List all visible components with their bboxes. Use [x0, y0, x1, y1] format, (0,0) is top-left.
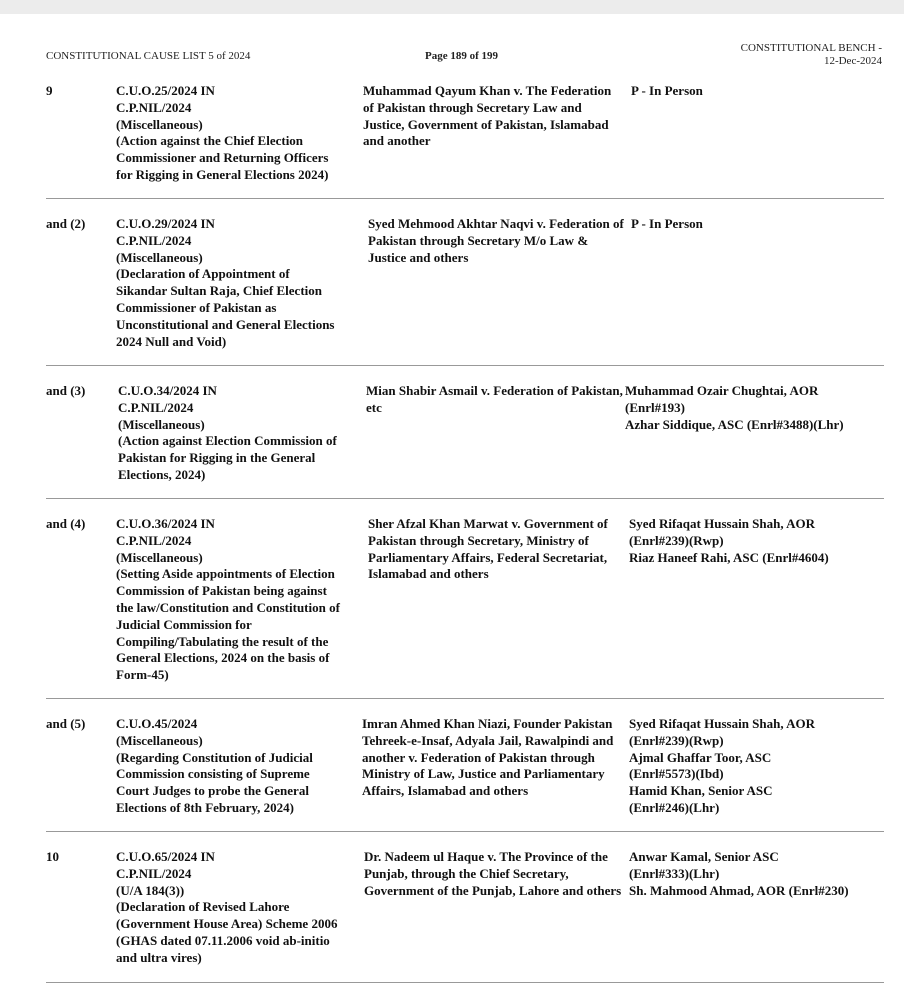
case-parties: Sher Afzal Khan Marwat v. Government of Pakistan through Secretary, Ministry of Parliamentary Affairs, Federal Secretariat, Islamabad and others: [368, 516, 608, 582]
case-title-line: Elections, 2024): [118, 466, 206, 482]
bench-and-date: [741, 42, 882, 68]
case-title-line: (Miscellaneous): [116, 249, 203, 265]
case-title-line: (Declaration of Appointment of: [116, 266, 290, 282]
case-title-line: (Miscellaneous): [116, 549, 203, 565]
case-title-line: Commission of Pakistan being against: [116, 583, 327, 599]
advocate-line: (Enrl#239)(Rwp): [629, 532, 724, 548]
case-title-line: (Regarding Constitution of Judicial: [116, 749, 313, 765]
case-title-line: for Rigging in General Elections 2024): [116, 166, 329, 182]
case-title-line: C.P.NIL/2024: [116, 99, 192, 115]
case-title-line: Sikandar Sultan Raja, Chief Election: [116, 283, 322, 299]
case-title: [116, 216, 361, 350]
case-advocates: [629, 849, 891, 899]
advocate-line: Ajmal Ghaffar Toor, ASC: [629, 749, 772, 765]
case-title-line: C.U.O.25/2024 IN: [116, 83, 215, 98]
case-title-line: (U/A 184(3)): [116, 882, 185, 898]
case-title-line: Commission consisting of Supreme: [116, 766, 310, 782]
case-title-line: (GHAS dated 07.11.2006 void ab-initio: [116, 932, 330, 948]
case-title-line: C.P.NIL/2024: [116, 232, 192, 248]
case-title-line: C.P.NIL/2024: [118, 399, 194, 415]
advocate-line: Azhar Siddique, ASC (Enrl#3488)(Lhr): [625, 416, 844, 432]
advocate-line: Sh. Mahmood Ahmad, AOR (Enrl#230): [629, 882, 849, 898]
case-title-line: (Action against the Chief Election: [116, 133, 304, 149]
case-title-line: Pakistan for Rigging in the General: [118, 450, 316, 466]
case-advocates: [625, 383, 887, 433]
entry-divider: [46, 831, 884, 832]
page-number: Page 189 of 199: [425, 50, 499, 62]
entry-divider: [46, 365, 884, 366]
case-title-line: Elections of 8th February, 2024): [116, 799, 295, 815]
advocate-line: (Enrl#239)(Rwp): [629, 732, 724, 748]
top-gray-band: [0, 0, 904, 14]
case-title-line: C.U.O.29/2024 IN: [116, 216, 215, 231]
case-serial-number: and (5): [46, 716, 86, 731]
case-title-line: C.U.O.45/2024: [116, 716, 198, 731]
case-serial-number: 10: [46, 849, 59, 864]
case-parties: Imran Ahmed Khan Niazi, Founder Pakistan Tehreek-e-Insaf, Adyala Jail, Rawalpindi and another v. Federation of Pakistan through Ministry of Law, Justice and Parliamentary Affairs, Islamabad and others: [362, 716, 614, 799]
advocate-line: Muhammad Ozair Chughtai, AOR: [625, 383, 819, 398]
advocate-line: Hamid Khan, Senior ASC: [629, 783, 773, 799]
case-title-line: C.P.NIL/2024: [116, 865, 192, 881]
case-advocates: [629, 716, 891, 817]
case-parties: Dr. Nadeem ul Haque v. The Province of the Punjab, through the Chief Secretary, Government of the Punjab, Lahore and others: [364, 849, 622, 898]
case-serial-number: and (3): [46, 383, 86, 398]
list-date: 12-Dec-2024: [823, 55, 882, 67]
advocate-line: (Enrl#5573)(Ibd): [629, 766, 724, 782]
advocate-line: Anwar Kamal, Senior ASC: [629, 849, 779, 864]
case-title-line: General Elections, 2024 on the basis of: [116, 650, 330, 666]
case-title-line: Unconstitutional and General Elections: [116, 316, 335, 332]
case-advocates: [631, 83, 893, 100]
case-advocates: [629, 516, 891, 566]
case-title-line: (Government House Area) Scheme 2006: [116, 916, 338, 932]
advocate-line: Riaz Haneef Rahi, ASC (Enrl#4604): [629, 549, 829, 565]
advocate-line: Syed Rifaqat Hussain Shah, AOR: [629, 716, 816, 731]
entry-divider: [46, 982, 884, 983]
case-title: [116, 716, 361, 817]
case-title-line: 2024 Null and Void): [116, 333, 227, 349]
case-advocates: [631, 216, 893, 233]
entry-divider: [46, 198, 884, 199]
case-title-line: (Action against Election Commission of: [118, 433, 337, 449]
case-title-line: (Declaration of Revised Lahore: [116, 899, 290, 915]
case-title-line: (Miscellaneous): [118, 416, 205, 432]
advocate-line: (Enrl#333)(Lhr): [629, 865, 720, 881]
advocate-line: P - In Person: [631, 83, 703, 98]
case-title: [118, 383, 363, 484]
case-title-line: C.U.O.36/2024 IN: [116, 516, 215, 531]
case-title-line: Commissioner of Pakistan as: [116, 299, 277, 315]
case-title-line: Court Judges to probe the General: [116, 783, 309, 799]
advocate-line: P - In Person: [631, 216, 703, 231]
case-parties: Syed Mehmood Akhtar Naqvi v. Federation of Pakistan through Secretary M/o Law & Justice and others: [368, 216, 624, 265]
case-title: [116, 849, 361, 967]
advocate-line: Syed Rifaqat Hussain Shah, AOR: [629, 516, 816, 531]
cause-list-title: CONSTITUTIONAL CAUSE LIST 5 of 2024: [46, 50, 251, 62]
case-title-line: Compiling/Tabulating the result of the: [116, 633, 329, 649]
entry-divider: [46, 498, 884, 499]
case-title: [116, 83, 361, 184]
case-title-line: Form-45): [116, 667, 169, 683]
case-parties: Muhammad Qayum Khan v. The Federation of Pakistan through Secretary Law and Justice, Government of Pakistan, Islamabad and another: [363, 83, 612, 149]
case-serial-number: 9: [46, 83, 53, 98]
case-serial-number: and (2): [46, 216, 86, 231]
case-title-line: Judicial Commission for: [116, 616, 252, 632]
case-title-line: C.U.O.34/2024 IN: [118, 383, 217, 398]
case-title-line: and ultra vires): [116, 949, 202, 965]
case-title: [116, 516, 361, 684]
case-serial-number: and (4): [46, 516, 86, 531]
case-title-line: C.P.NIL/2024: [116, 532, 192, 548]
case-title-line: the law/Constitution and Constitution of: [116, 599, 340, 615]
bench-name: CONSTITUTIONAL BENCH -: [740, 42, 882, 54]
advocate-line: (Enrl#246)(Lhr): [629, 799, 720, 815]
advocate-line: (Enrl#193): [625, 399, 685, 415]
case-title-line: C.U.O.65/2024 IN: [116, 849, 215, 864]
case-title-line: Commissioner and Returning Officers: [116, 150, 329, 166]
entry-divider: [46, 698, 884, 699]
case-parties: Mian Shabir Asmail v. Federation of Pakistan, etc: [366, 383, 623, 415]
case-title-line: (Setting Aside appointments of Election: [116, 566, 335, 582]
case-title-line: (Miscellaneous): [116, 732, 203, 748]
case-title-line: (Miscellaneous): [116, 116, 203, 132]
